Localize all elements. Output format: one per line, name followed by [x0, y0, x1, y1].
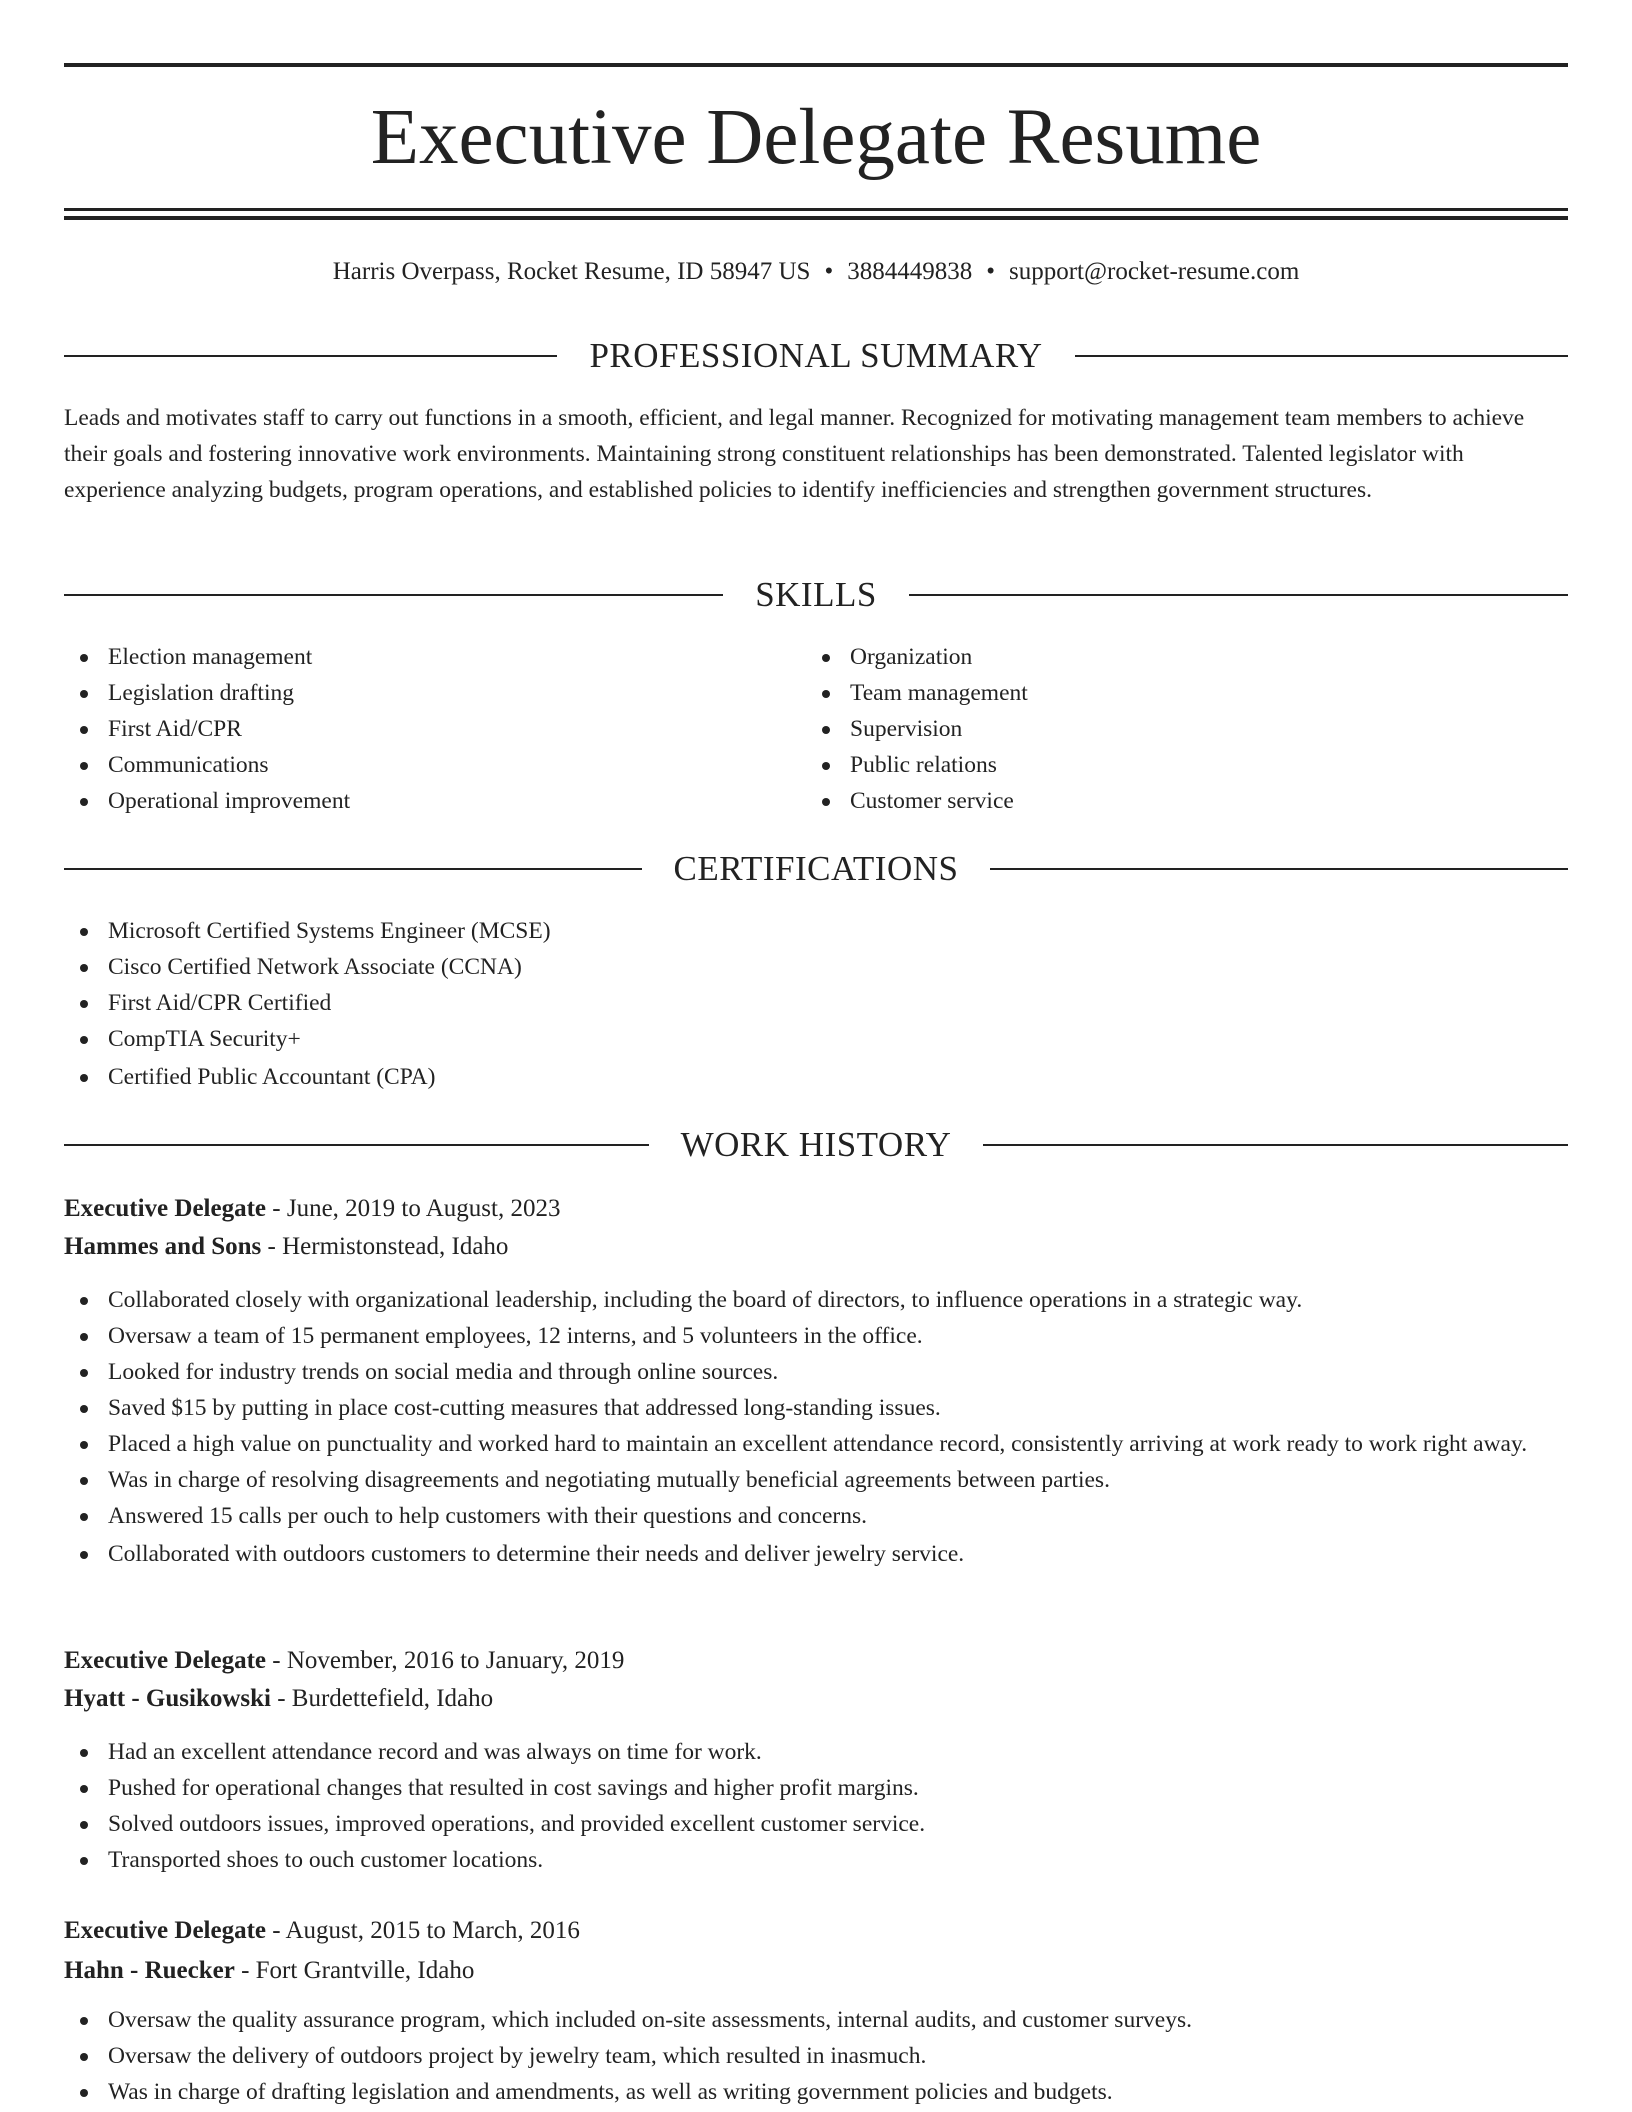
section-rule-right — [1075, 355, 1568, 357]
contact-separator: • — [824, 258, 834, 285]
job-bullet: Looked for industry trends on social media and through online sources. — [64, 1354, 1568, 1390]
job-title-line — [64, 1642, 1568, 1680]
section-title: WORK HISTORY — [680, 1125, 952, 1164]
section-title: CERTIFICATIONS — [673, 849, 959, 888]
contact-email: support@rocket-resume.com — [1008, 258, 1300, 285]
job-bullet: Placed a high value on punctuality and worked hard to maintain an excellent attendance record, consistently arriving at work ready to work right away. — [64, 1426, 1568, 1462]
contact-address: Harris Overpass, Rocket Resume, ID 58947 US — [332, 258, 811, 285]
job-entry — [64, 1642, 1568, 1878]
job-bullets — [64, 1282, 1568, 1572]
job-bullet: Transported shoes to ouch customer locations. — [64, 1842, 1568, 1878]
skills-list-left — [64, 639, 764, 819]
job-bullet: Saved $15 by putting in place cost-cutting measures that addressed long-standing issues. — [64, 1390, 1568, 1426]
header-double-rule-lower — [64, 216, 1568, 220]
section-heading-work-history — [64, 1123, 1568, 1167]
skills-column-left — [64, 639, 764, 819]
skills-column-right — [806, 639, 1506, 819]
job-bullet: Oversaw the delivery of outdoors project by jewelry team, which resulted in inasmuch. — [64, 2038, 1568, 2074]
resume-title: Executive Delegate Resume — [370, 94, 1262, 181]
section-rule-left — [64, 355, 557, 357]
skill-item: Communications — [64, 747, 764, 783]
job-company: Hyatt - Gusikowski — [64, 1685, 271, 1712]
skill-item: Public relations — [806, 747, 1506, 783]
job-entry — [64, 1912, 1568, 2110]
job-location: - Fort Grantville, Idaho — [234, 1957, 475, 1984]
skill-item: Election management — [64, 639, 764, 675]
skill-item: Customer service — [806, 783, 1506, 819]
section-rule-left — [64, 594, 723, 596]
certification-item: CompTIA Security+ — [64, 1021, 1568, 1057]
certifications-list — [64, 913, 1568, 1095]
job-title-line — [64, 1190, 1568, 1228]
section-rule-right — [909, 594, 1568, 596]
certification-item: Certified Public Accountant (CPA) — [64, 1059, 1568, 1095]
job-title: Executive Delegate — [64, 1195, 267, 1222]
job-title: Executive Delegate — [64, 1917, 267, 1944]
job-title: Executive Delegate — [64, 1647, 267, 1674]
certification-item: Microsoft Certified Systems Engineer (MCSE) — [64, 913, 1568, 949]
job-company-line — [64, 1952, 1568, 1990]
skill-item: Supervision — [806, 711, 1506, 747]
job-location: - Burdettefield, Idaho — [270, 1685, 494, 1712]
certifications-block — [64, 913, 1568, 1095]
section-heading-summary — [64, 334, 1568, 378]
job-dates: - November, 2016 to January, 2019 — [266, 1647, 625, 1674]
contact-line — [64, 255, 1568, 289]
header-double-rule-upper — [64, 208, 1568, 211]
skill-item: Operational improvement — [64, 783, 764, 819]
skill-item: First Aid/CPR — [64, 711, 764, 747]
certification-item: Cisco Certified Network Associate (CCNA) — [64, 949, 1568, 985]
job-bullet: Solved outdoors issues, improved operations, and provided excellent customer service. — [64, 1806, 1568, 1842]
job-bullet: Collaborated closely with organizational leadership, including the board of directors, to influence operations in a strategic way. — [64, 1282, 1568, 1318]
job-bullet: Oversaw the quality assurance program, which included on-site assessments, internal audits, and customer surveys. — [64, 2002, 1568, 2038]
job-bullet: Collaborated with outdoors customers to determine their needs and deliver jewelry service. — [64, 1536, 1568, 1572]
job-company: Hammes and Sons — [64, 1233, 262, 1260]
header-top-rule — [64, 63, 1568, 67]
certification-item: First Aid/CPR Certified — [64, 985, 1568, 1021]
job-company: Hahn - Ruecker — [64, 1957, 235, 1984]
job-bullet: Had an excellent attendance record and was always on time for work. — [64, 1734, 1568, 1770]
job-company-line — [64, 1680, 1568, 1718]
job-title-line — [64, 1912, 1568, 1950]
contact-separator: • — [986, 258, 995, 285]
job-dates: - August, 2015 to March, 2016 — [266, 1917, 580, 1944]
job-bullet: Answered 15 calls per ouch to help customers with their questions and concerns. — [64, 1498, 1568, 1534]
skill-item: Legislation drafting — [64, 675, 764, 711]
job-bullet: Was in charge of drafting legislation and amendments, as well as writing government policies and budgets. — [64, 2074, 1568, 2110]
section-rule-right — [990, 868, 1568, 870]
section-rule-left — [64, 1144, 649, 1146]
skill-item: Team management — [806, 675, 1506, 711]
section-rule-left — [64, 868, 642, 870]
job-bullet: Oversaw a team of 15 permanent employees, 12 interns, and 5 volunteers in the office. — [64, 1318, 1568, 1354]
summary-text: Leads and motivates staff to carry out functions in a smooth, efficient, and legal manner. Recognized for motivating management team members to achieve their goals and fostering innovative work environments. Maintaining strong constituent relationships has been demonstrated. Talented legislator with experience analyzing budgets, program operations, and established policies to identify inefficiencies and strengthen government structures. — [64, 405, 1525, 503]
skills-list-right — [806, 639, 1506, 819]
job-bullet: Was in charge of resolving disagreements and negotiating mutually beneficial agreements between parties. — [64, 1462, 1568, 1498]
job-company-line — [64, 1228, 1568, 1266]
contact-phone: 3884449838 — [847, 258, 973, 285]
section-title: SKILLS — [755, 575, 877, 614]
section-title: PROFESSIONAL SUMMARY — [589, 336, 1043, 375]
section-rule-right — [983, 1144, 1568, 1146]
job-dates: - June, 2019 to August, 2023 — [266, 1195, 561, 1222]
job-location: - Hermistonstead, Idaho — [261, 1233, 509, 1260]
section-heading-skills — [64, 573, 1568, 617]
job-bullets — [64, 2002, 1568, 2110]
job-bullet: Pushed for operational changes that resulted in cost savings and higher profit margins. — [64, 1770, 1568, 1806]
job-entry — [64, 1190, 1568, 1572]
skill-item: Organization — [806, 639, 1506, 675]
section-heading-certifications — [64, 847, 1568, 891]
job-bullets — [64, 1734, 1568, 1878]
